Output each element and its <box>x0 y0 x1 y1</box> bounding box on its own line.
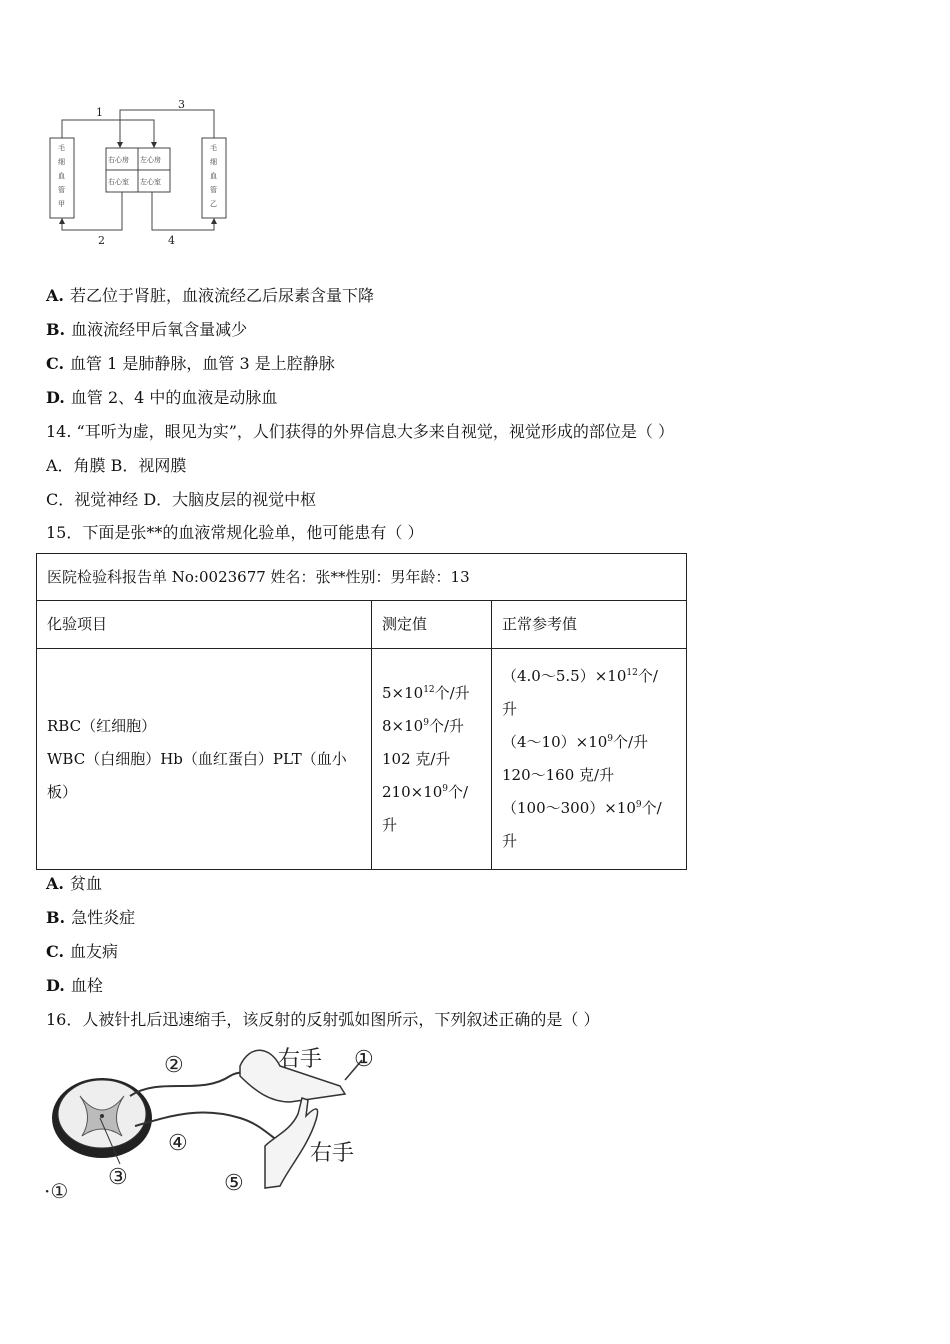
label-la: 左心房 <box>140 156 161 164</box>
svg-text:管: 管 <box>210 186 217 194</box>
hand-label-1: 右手 <box>278 1047 323 1072</box>
q13-option-b: B. 血液流经甲后氧含量减少 <box>46 320 248 339</box>
label-3: 3 <box>178 98 185 111</box>
svg-text:血: 血 <box>58 172 65 180</box>
left-box-label <box>58 143 65 208</box>
lab-report-table <box>36 553 687 870</box>
svg-text:甲: 甲 <box>58 200 65 208</box>
col-header-reference: 正常参考值 <box>492 601 687 649</box>
col-header-measured: 测定值 <box>372 601 492 649</box>
report-header: 医院检验科报告单 No:0023677 姓名：张**性别：男年龄：13 <box>37 554 687 601</box>
svg-text:血: 血 <box>210 172 217 180</box>
svg-text:细: 细 <box>58 158 65 166</box>
label-1: 1 <box>96 106 103 119</box>
q13-option-a: A. 若乙位于肾脏，血液流经乙后尿素含量下降 <box>46 286 374 305</box>
spinal-cord-icon <box>52 1078 152 1158</box>
col-header-item: 化验项目 <box>37 601 372 649</box>
cell-items: RBC（红细胞） WBC（白细胞）Hb（血红蛋白）PLT（血小 板） <box>37 649 372 870</box>
efferent-nerve <box>135 1113 285 1146</box>
vessel-2 <box>62 192 122 230</box>
cell-measured: $5\times 10^{12}$个/升 $8\times 10^9$个/升 102 克/升 $210\times 10^9$个/ 升 <box>372 649 492 870</box>
label-lv: 左心室 <box>140 178 161 186</box>
q13-option-d: D. 血管 2、4 中的血液是动脉血 <box>46 388 278 407</box>
right-box-label <box>210 143 217 208</box>
vessel-4 <box>152 192 214 230</box>
q14-options-row2: C．视觉神经 D．大脑皮层的视觉中枢 <box>46 490 317 509</box>
marker-2: ② <box>164 1053 184 1078</box>
label-rv: 右心室 <box>108 178 129 186</box>
svg-text:乙: 乙 <box>210 200 217 208</box>
q15-option-b: B. 急性炎症 <box>46 908 136 927</box>
label-ra: 右心房 <box>108 156 129 164</box>
svg-text:毛: 毛 <box>58 144 65 152</box>
svg-text:细: 细 <box>210 158 217 166</box>
q14-stem: 14. “耳听为虚，眼见为实”，人们获得的外界信息大多来自视觉，视觉形成的部位是（ ） <box>46 422 674 441</box>
marker-4: ④ <box>168 1131 188 1156</box>
svg-text:毛: 毛 <box>210 144 217 152</box>
marker-3: ③ <box>108 1165 128 1190</box>
q15-stem: 15．下面是张**的血液常规化验单，他可能患有（ ） <box>46 523 424 542</box>
vessel-3 <box>120 110 214 148</box>
cell-reference: $(4.0\sim 5.5)\times 10^{12}$个/ 升 $(4\sim 10)\times 10^9$个/升 120～160 克/升 $(100\sim 300)\times 10^9$个/ 升 <box>492 649 687 870</box>
reflex-arc-figure <box>40 1036 400 1208</box>
q15-option-c: C. 血友病 <box>46 942 119 961</box>
label-4: 4 <box>168 234 175 247</box>
q15-option-a: A. 贫血 <box>46 874 102 893</box>
vessel-1 <box>62 120 154 148</box>
q14-options-row1: A．角膜 B．视网膜 <box>46 456 187 475</box>
marker-stray: ·① <box>44 1179 69 1203</box>
q13-option-c: C. 血管 1 是肺静脉，血管 3 是上腔静脉 <box>46 354 335 373</box>
svg-text:管: 管 <box>58 186 65 194</box>
q16-stem: 16．人被针扎后迅速缩手，该反射的反射弧如图所示，下列叙述正确的是（ ） <box>46 1010 600 1029</box>
circulation-diagram <box>44 96 244 248</box>
marker-5: ⑤ <box>224 1171 244 1196</box>
marker-1: ① <box>354 1047 374 1072</box>
label-2: 2 <box>98 234 105 247</box>
hand-label-2: 右手 <box>310 1141 355 1166</box>
q15-option-d: D. 血栓 <box>46 976 103 995</box>
